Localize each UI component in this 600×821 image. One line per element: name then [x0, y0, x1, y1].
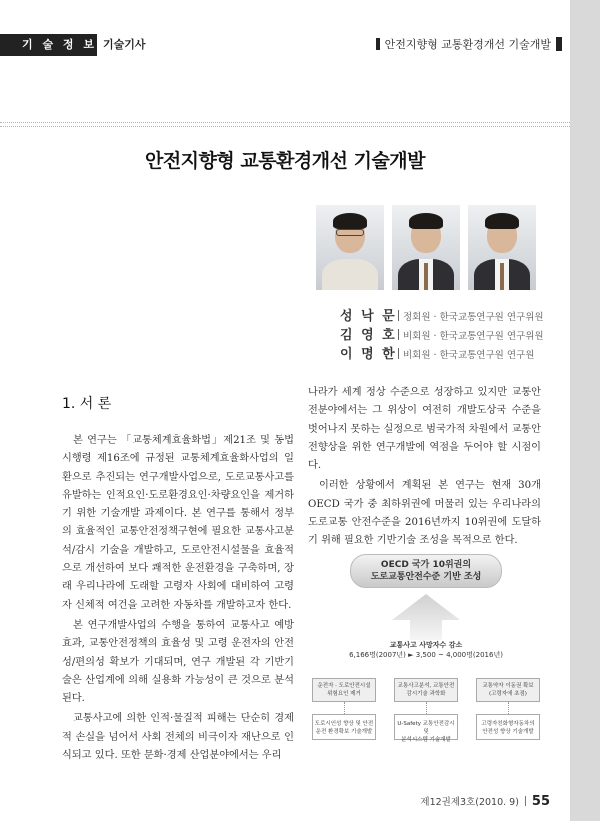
- box-line: 교통사고분석, 교통안전: [397, 683, 455, 689]
- author-entry: [340, 305, 560, 324]
- box-line: 고령자친화형자동차의: [481, 721, 535, 727]
- page-number: 55: [531, 794, 550, 809]
- divider: [0, 122, 570, 123]
- author-affiliation: 정회원 · 한국교통연구원 연구위원: [403, 312, 544, 323]
- box-line: (고령자에 초점): [489, 691, 527, 697]
- bar-marker-icon: [556, 37, 562, 51]
- up-arrow-icon: [392, 594, 460, 640]
- connector: [508, 702, 509, 714]
- diagram-box: [476, 714, 540, 740]
- page-footer: [420, 794, 550, 809]
- author-entry: [340, 343, 560, 362]
- side-band: [570, 0, 600, 821]
- divider: [0, 126, 570, 127]
- paragraph: 이러한 상황에서 계획된 본 연구는 현재 30개 OECD 국가 중 최하위권에 머물러 있는 우리나라의 도로교통 안전수준을 2016년까지 10위권에 도달하기 위해 필요한 기반기술 조성을 목적으로 한다.: [308, 480, 541, 547]
- author-photo: [392, 205, 460, 290]
- box-line: 감시기술 과학화: [406, 691, 446, 697]
- running-title: [376, 34, 562, 56]
- box-line: 교통약자 이동권 확보: [482, 683, 534, 689]
- author-affiliation: 비회원 · 한국교통연구원 연구원: [403, 350, 535, 361]
- section-heading: 1. 서 론: [62, 396, 112, 412]
- author-entry: [340, 324, 560, 343]
- body-column-left: [62, 432, 294, 767]
- header-subcategory: 기술기사: [103, 38, 146, 51]
- connector: [344, 702, 345, 714]
- bar-marker-icon: [376, 38, 380, 50]
- diagram-box: [312, 714, 376, 740]
- running-title-text: 안전지향형 교통환경개선 기술개발: [384, 38, 551, 51]
- author-name: 성 낙 문: [340, 309, 397, 324]
- box-line: 운전 환경확보 기술개발: [315, 729, 373, 735]
- author-name: 김 영 호: [340, 328, 397, 343]
- reduction-title: 교통사고 사망자수 감소: [389, 641, 463, 649]
- author-photo: [316, 205, 384, 290]
- box-line: 안전성 향상 기술개발: [482, 729, 534, 735]
- author-affiliation: 비회원 · 한국교통연구원 연구위원: [403, 331, 544, 342]
- paragraph: 교통사고에 의한 인적·물질적 피해는 단순히 경제적 손실을 넘어서 사회 전체의 비극이자 재난으로 인식되고 있다. 또한 문화·경제 산업분야에서는 우리: [62, 713, 294, 762]
- diagram-reduction: [310, 640, 542, 660]
- paragraph: 본 연구는 「교통체계효율화법」제21조 및 동법시행령 제16조에 규정된 교통체계효율화사업의 일환으로 추진되는 연구개발사업으로, 도로교통사고를 유발하는 인적요인·도로환경요인·차량요인을 제거하기 위한 기술개발 과제이다. 본 연구를 통해서 정부의 효율적인 교통안전정책구현에 필요한 교통사고분석/감시 기술을 개발하고, 도로안전시설물을 효율적으로 개선하여 보다 쾌적한 운전환경을 구축하며, 장래 우리나라에 도래할 고령자 사회에 대비하여 고령자 신체적 여건을 고려한 자동차를 개발하고자 한다.: [62, 435, 294, 611]
- reduction-detail: 6,166명(2007년) ► 3,500 ~ 4,000명(2016년): [349, 651, 503, 659]
- body-column-right: [308, 384, 541, 553]
- box-line: 위험요인 제거: [327, 691, 361, 697]
- goal-line: 도로교통안전수준 기반 조성: [370, 572, 482, 582]
- author-list: [340, 305, 560, 362]
- connector: [426, 702, 427, 714]
- article-title: 안전지향형 교통환경개선 기술개발: [144, 150, 426, 172]
- header-category: 기 술 정 보: [0, 34, 97, 56]
- author-name: 이 명 한: [340, 347, 397, 362]
- goal-diagram: [310, 548, 542, 743]
- diagram-box: [394, 714, 458, 743]
- author-photo: [468, 205, 536, 290]
- issue-info: 제12권제3호(2010. 9): [420, 797, 519, 808]
- box-line: 분석시스템 기술개발: [401, 737, 451, 743]
- diagram-box: [312, 678, 376, 702]
- diagram-box: [476, 678, 540, 702]
- box-line: 도로시인성 향상 및 안전: [314, 721, 374, 727]
- box-line: 운전자 · 도로안전시설: [317, 683, 371, 689]
- diagram-goal-box: [350, 554, 502, 588]
- goal-line: OECD 국가 10위권의: [380, 560, 472, 570]
- box-line: U-Safety 교통안전감시 및: [397, 721, 455, 735]
- paragraph: 나라가 세계 정상 수준으로 성장하고 있지만 교통안전분야에서는 그 위상이 여전히 개발도상국 수준을 벗어나지 못하는 실정으로 범국가적 차원에서 교통안전향상을 위한 연구개발에 역점을 두어야 할 시점이다.: [308, 387, 541, 472]
- paragraph: 본 연구개발사업의 수행을 통하여 교통사고 예방효과, 교통안전정책의 효율성 및 고령 운전자의 안전성/편의성 확보가 기대되며, 연구 개발된 각 기반기술은 산업계에 의해 실용화 가능성이 큰 것으로 분석된다.: [62, 619, 294, 705]
- diagram-box: [394, 678, 458, 702]
